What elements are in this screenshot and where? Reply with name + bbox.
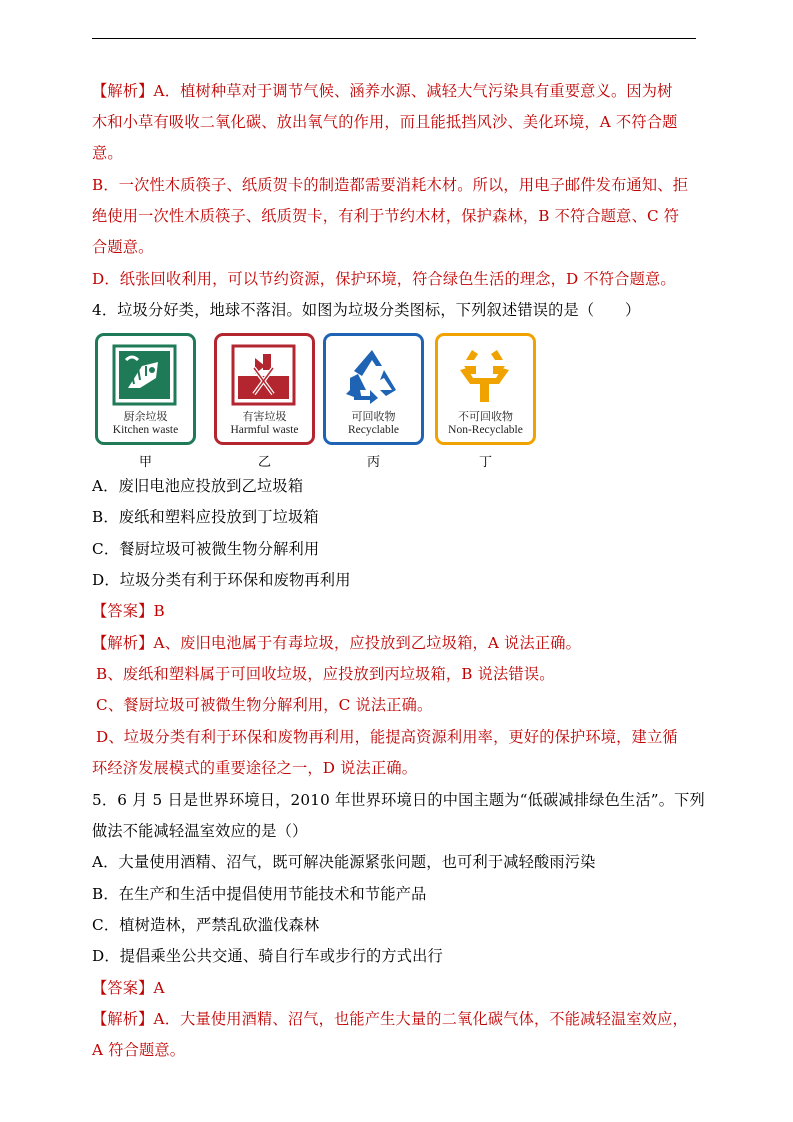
- non-recyclable-sign: [435, 333, 536, 445]
- analysis-line: 合题意。: [92, 238, 154, 256]
- analysis-line: 【解析】A．大量使用酒精、沼气，也能产生大量的二氧化碳气体，不能减轻温室效应，: [92, 1010, 688, 1028]
- non-recyclable-icon: [452, 344, 517, 406]
- bin-en-label: Non-Recyclable: [448, 424, 523, 436]
- bin-cn-label: 有害垃圾: [242, 410, 287, 423]
- bin-caption: 丁: [478, 455, 492, 470]
- analysis-line: 【解析】A．植树种草对于调节气候、涵养水源、减轻大气污染具有重要意义。因为树: [92, 82, 673, 100]
- option-line: C．植树造林，严禁乱砍滥伐森林: [92, 916, 320, 934]
- analysis-line: B．一次性木质筷子、纸质贺卡的制造都需要消耗木材。所以，用电子邮件发布通知、拒: [92, 176, 689, 194]
- analysis-line: 绝使用一次性木质筷子、纸质贺卡，有利于节约木材，保护森林，B 不符合题意、C 符: [92, 207, 680, 225]
- analysis-line: D．纸张回收利用，可以节约资源，保护环境，符合绿色生活的理念，D 不符合题意。: [92, 270, 676, 288]
- option-line: D．垃圾分类有利于环保和废物再利用: [92, 571, 351, 589]
- analysis-line: A 符合题意。: [92, 1041, 186, 1059]
- header-rule: [92, 38, 696, 39]
- question-5-stem: 做法不能减轻温室效应的是（）: [92, 822, 308, 840]
- question-4-stem: 4．垃圾分好类，地球不落泪。如图为垃圾分类图标，下列叙述错误的是（ ）: [92, 301, 641, 319]
- option-line: A．废旧电池应投放到乙垃圾箱: [92, 477, 304, 495]
- question-5-stem: 5．6 月 5 日是世界环境日，2010 年世界环境日的中国主题为“低碳减排绿色生活”。下列: [92, 791, 705, 809]
- bin-en-label: Recyclable: [347, 424, 400, 436]
- bin-en-label: Harmful waste: [230, 424, 299, 436]
- bin-caption: 丙: [366, 455, 380, 470]
- option-line: A．大量使用酒精、沼气，既可解决能源紧张问题，也可利于减轻酸雨污染: [92, 853, 596, 871]
- analysis-line: D、垃圾分类有利于环保和废物再利用，能提高资源利用率，更好的保护环境，建立循: [96, 728, 678, 746]
- harmful-waste-sign: [214, 333, 315, 445]
- answer-line: 【答案】B: [92, 602, 165, 620]
- option-line: B．在生产和生活中提倡使用节能技术和节能产品: [92, 885, 427, 903]
- option-line: B．废纸和塑料应投放到丁垃圾箱: [92, 508, 319, 526]
- option-line: C．餐厨垃圾可被微生物分解利用: [92, 540, 320, 558]
- bin-cn-label: 不可回收物: [458, 410, 513, 423]
- fish-bone-icon: [112, 344, 177, 406]
- bin-caption: 甲: [138, 455, 152, 470]
- battery-cross-icon: [231, 344, 296, 406]
- bin-caption: 乙: [257, 455, 271, 470]
- bin-cn-label: 可回收物: [351, 410, 396, 423]
- analysis-line: 【解析】A、废旧电池属于有毒垃圾，应投放到乙垃圾箱，A 说法正确。: [92, 634, 581, 652]
- analysis-line: B、废纸和塑料属于可回收垃圾，应投放到丙垃圾箱，B 说法错误。: [96, 665, 555, 683]
- option-line: D．提倡乘坐公共交通、骑自行车或步行的方式出行: [92, 947, 443, 965]
- bin-en-label: Kitchen waste: [112, 424, 179, 436]
- kitchen-waste-sign: [95, 333, 196, 445]
- analysis-line: C、餐厨垃圾可被微生物分解利用，C 说法正确。: [96, 696, 433, 714]
- analysis-line: 意。: [92, 144, 123, 162]
- recyclable-sign: [323, 333, 424, 445]
- recycle-icon: [340, 344, 405, 406]
- bin-cn-label: 厨余垃圾: [123, 410, 168, 423]
- answer-line: 【答案】A: [92, 979, 165, 997]
- analysis-line: 木和小草有吸收二氧化碳、放出氧气的作用，而且能抵挡风沙、美化环境，A 不符合题: [92, 113, 678, 131]
- analysis-line: 环经济发展模式的重要途径之一，D 说法正确。: [92, 759, 418, 777]
- waste-sort-icons: [95, 333, 540, 468]
